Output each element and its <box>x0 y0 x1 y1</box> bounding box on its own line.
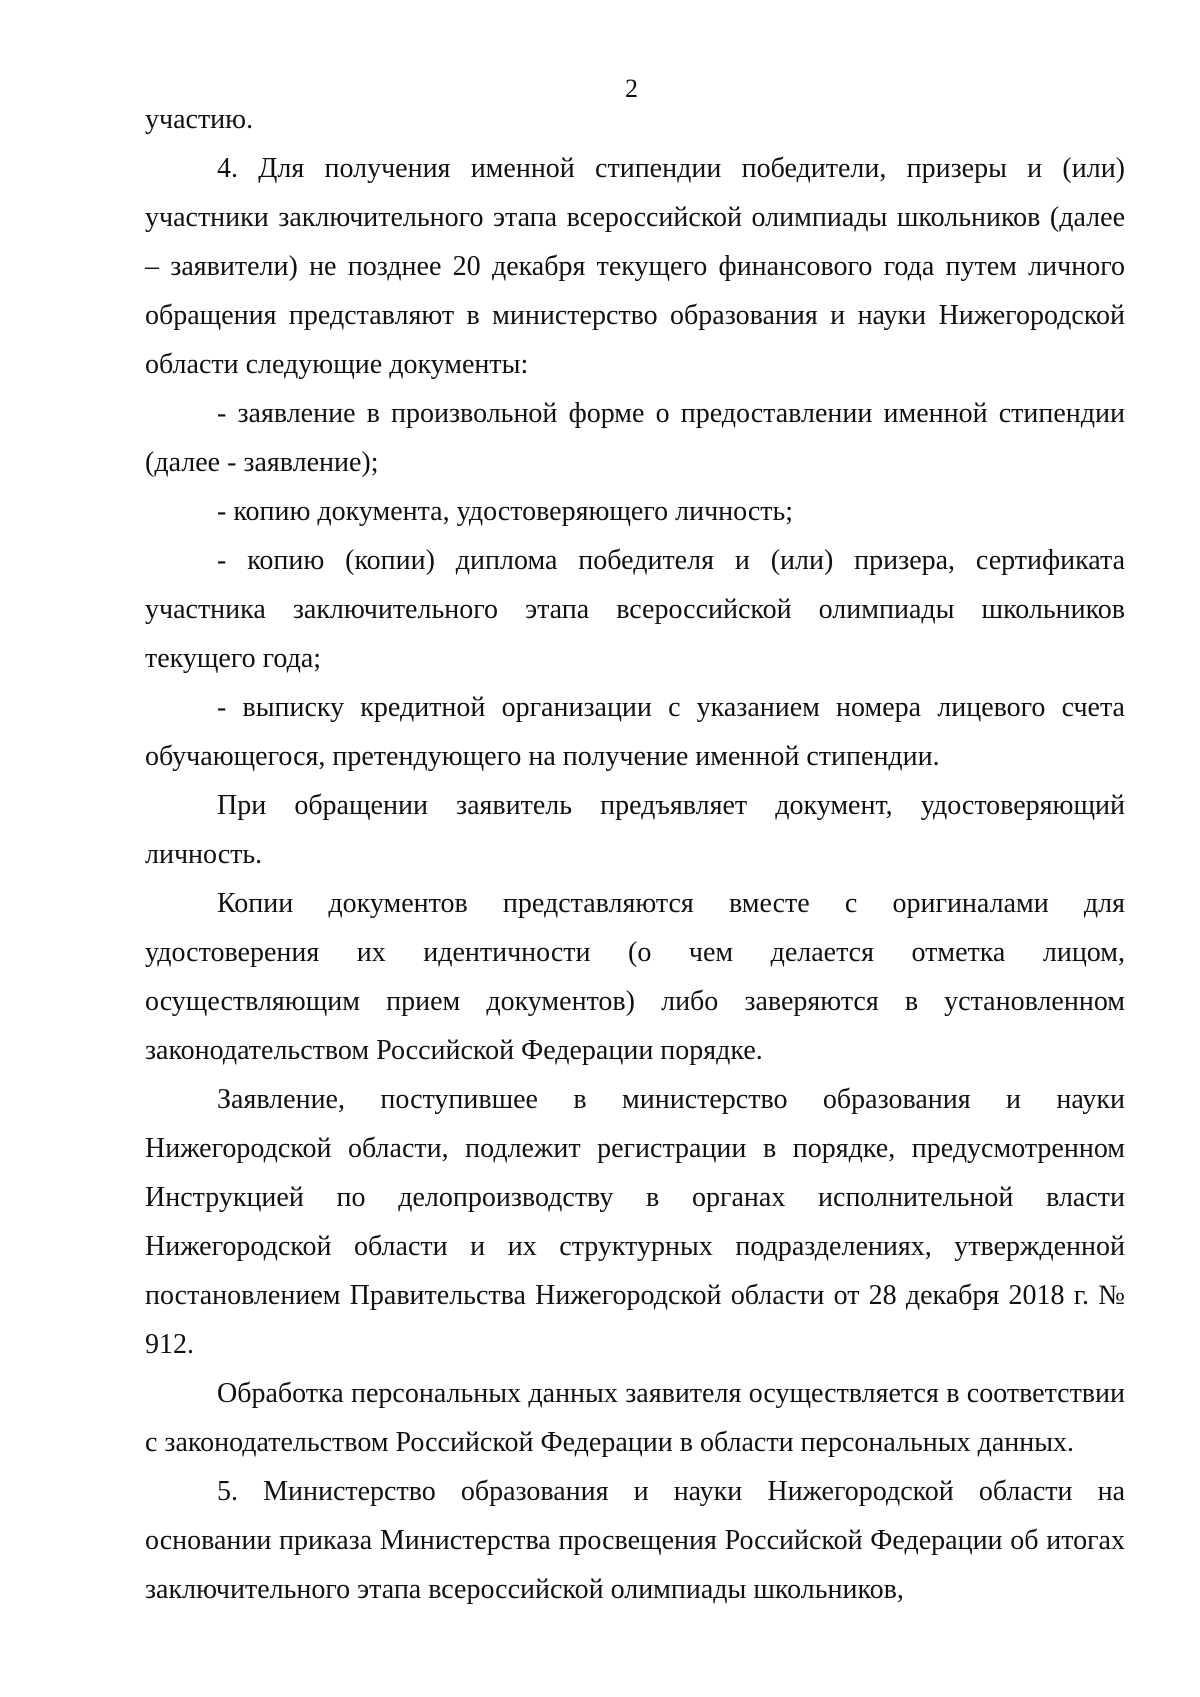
list-item-bank-statement: - выписку кредитной организации с указанием номера лицевого счета обучающегося, претендующего на получение именной стипендии. <box>145 692 1125 772</box>
document-body <box>145 95 1125 1614</box>
paragraph-item-5: 5. Министерство образования и науки Нижегородской области на основании приказа Министерства просвещения Российской Федерации об итогах заключительного этапа всероссийской олимпиады школьников, <box>145 1476 1125 1605</box>
paragraph-copies: Копии документов представляются вместе с оригиналами для удостоверения их идентичности (о чем делается отметка лицом, осуществляющим прием документов) либо заверяются в установленном законодательством Российской Федерации порядке. <box>145 888 1125 1066</box>
paragraph-identity: При обращении заявитель предъявляет документ, удостоверяющий личность. <box>145 790 1125 870</box>
list-item-application: - заявление в произвольной форме о предоставлении именной стипендии (далее - заявление); <box>145 398 1125 478</box>
page-number: 2 <box>625 74 638 103</box>
paragraph-continuation: участию. <box>145 104 254 135</box>
paragraph-item-4: 4. Для получения именной стипендии победители, призеры и (или) участники заключительного этапа всероссийской олимпиады школьников (далее – заявители) не позднее 20 декабря текущего финансового года путем личного обращения представляют в министерство образования и науки Нижегородской области следующие документы: <box>145 153 1125 380</box>
list-item-diploma-copy: - копию (копии) диплома победителя и (или) призера, сертификата участника заключительного этапа всероссийской олимпиады школьников текущего года; <box>145 545 1125 674</box>
paragraph-registration: Заявление, поступившее в министерство образования и науки Нижегородской области, подлежит регистрации в порядке, предусмотренном Инструкцией по делопроизводству в органах исполнительной власти Нижегородской области и их структурных подразделениях, утвержденной постановлением Правительства Нижегородской области от 28 декабря 2018 г. № 912. <box>145 1084 1125 1360</box>
list-item-id-copy: - копию документа, удостоверяющего личность; <box>217 496 794 527</box>
paragraph-personal-data: Обработка персональных данных заявителя осуществляется в соответствии с законодательством Российской Федерации в области персональных данных. <box>145 1378 1125 1458</box>
